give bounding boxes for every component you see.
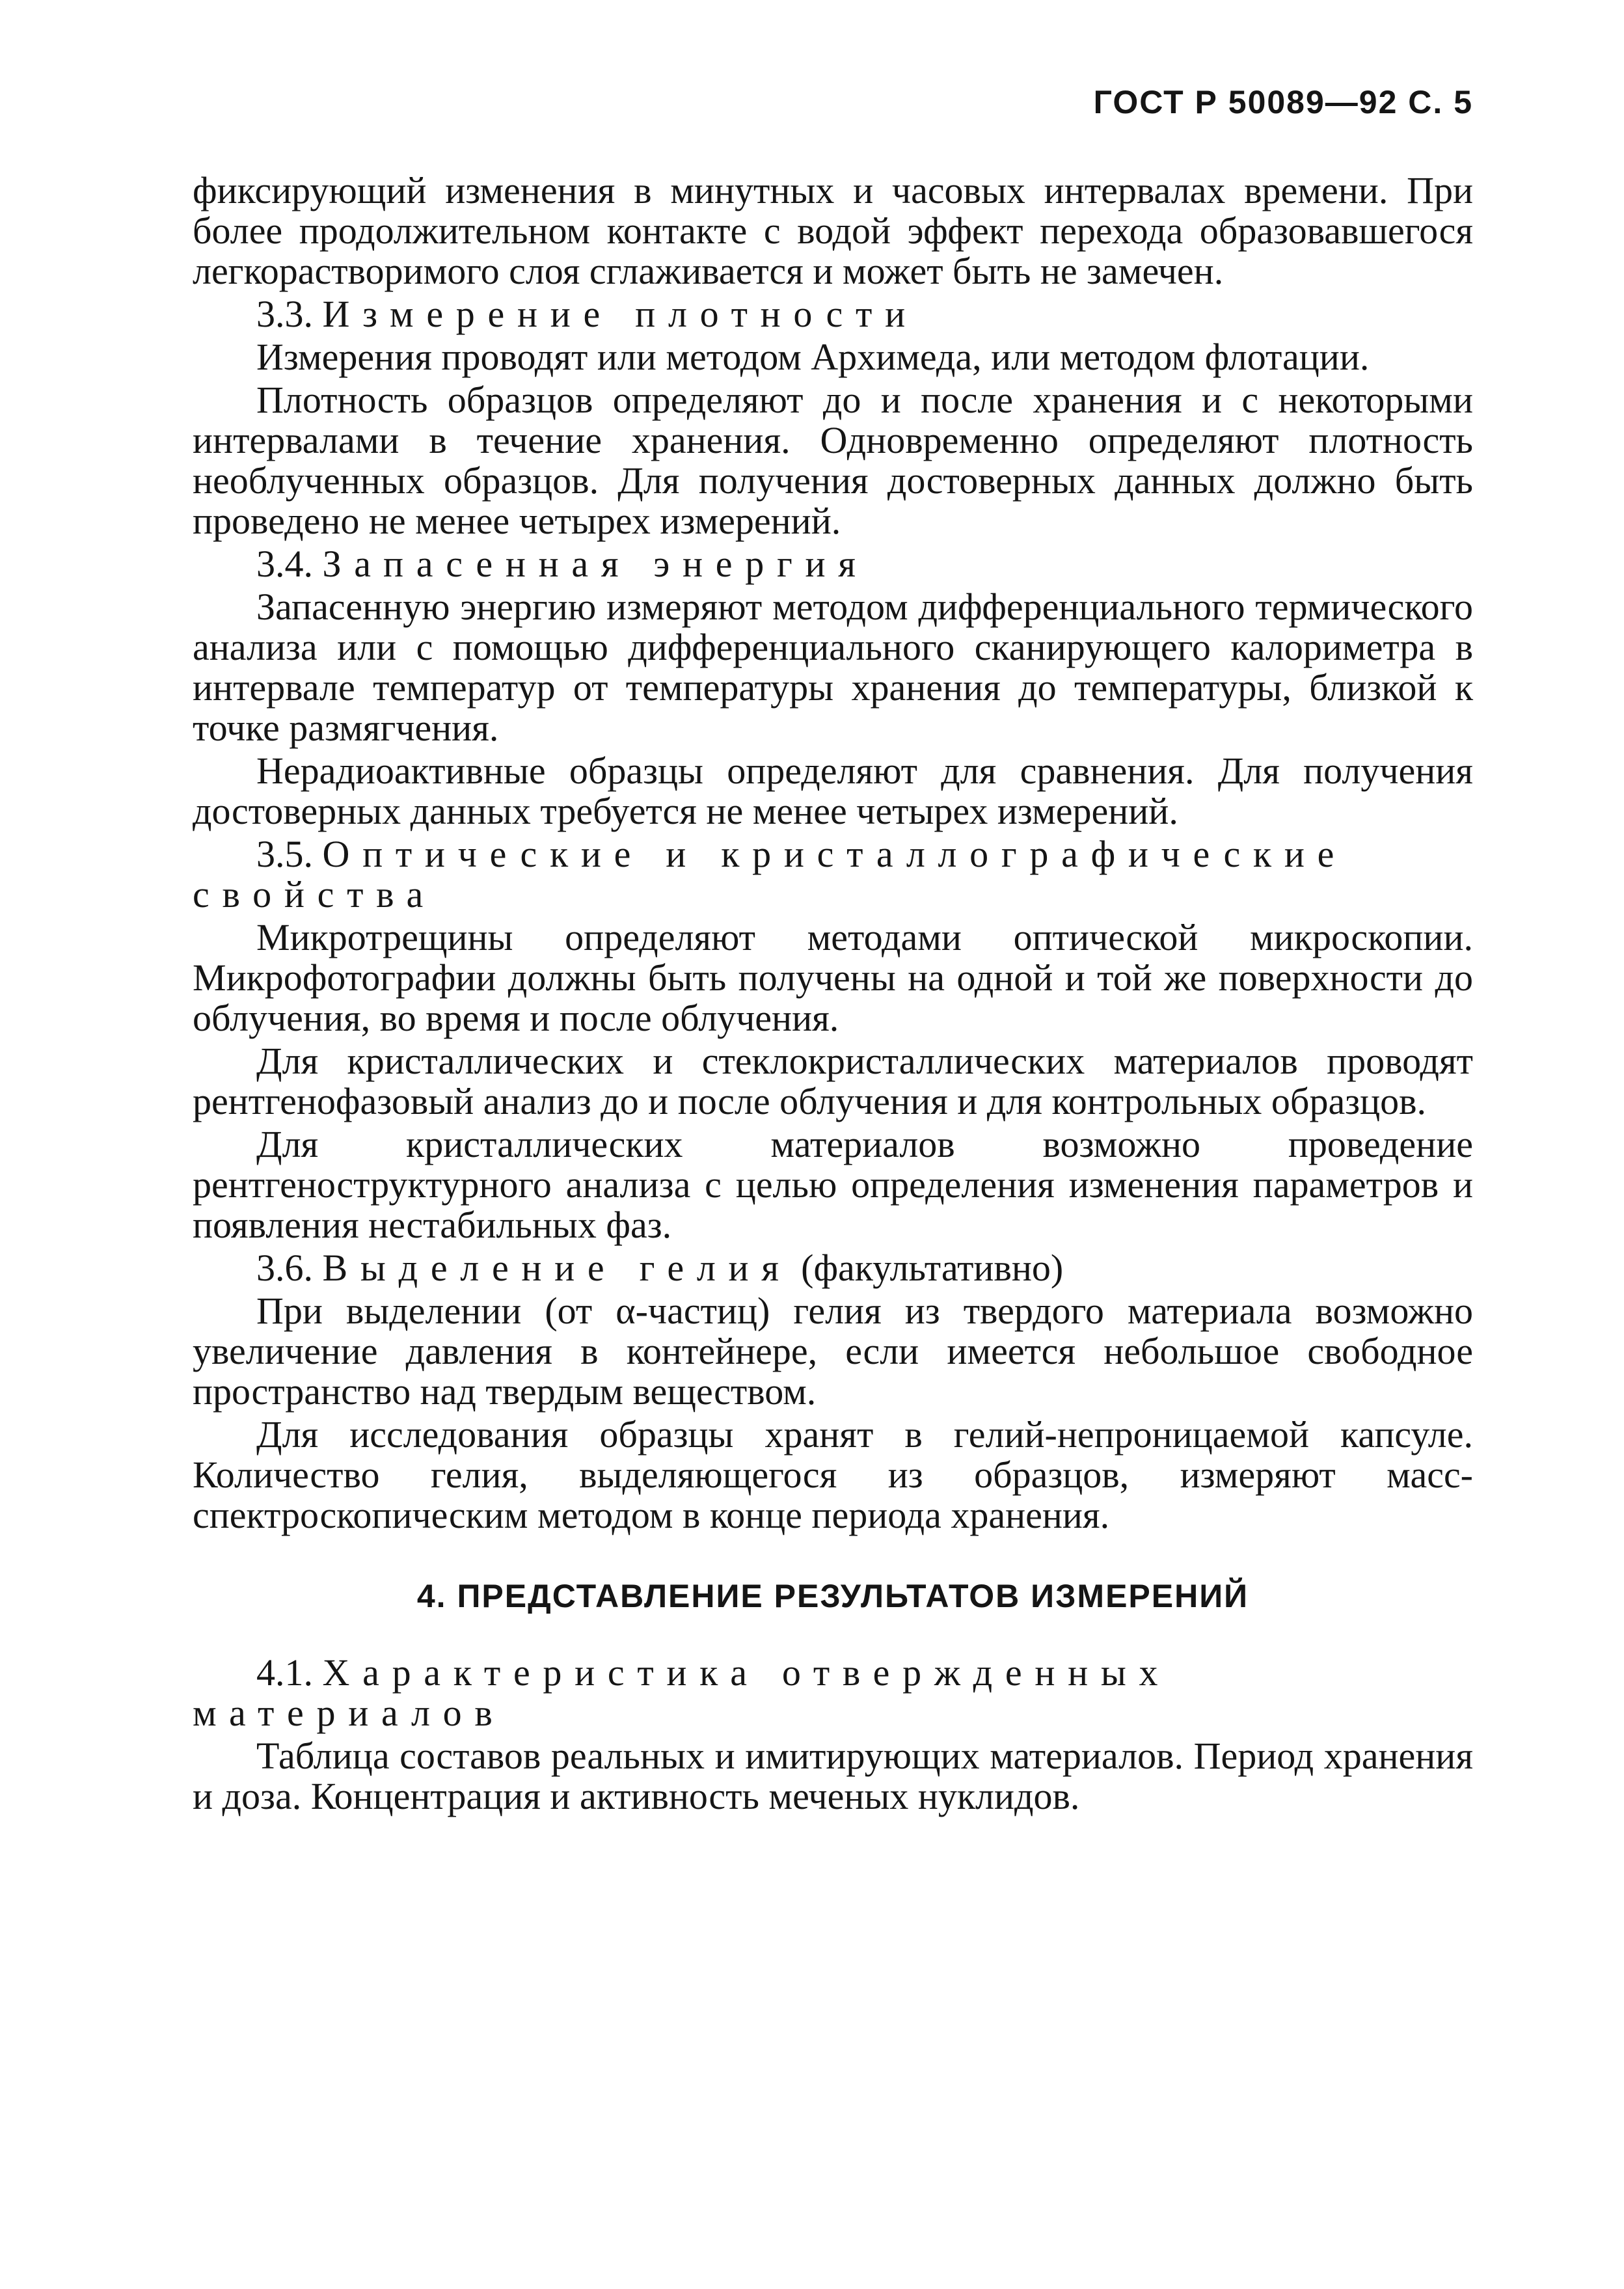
paragraph-3-4-2: Нерадиоактивные образцы определяют для сравнения. Для получения достоверных данных требуется не менее четырех измерений. bbox=[193, 750, 1473, 832]
subsection-3-5-title bbox=[193, 834, 1473, 915]
subsection-3-6-title bbox=[193, 1248, 1473, 1288]
subsection-number: 3.3. bbox=[256, 293, 313, 335]
page-header: ГОСТ Р 50089—92 С. 5 bbox=[1093, 84, 1473, 120]
subsection-3-4-title bbox=[193, 544, 1473, 584]
paragraph-3-6-2: Для исследования образцы хранят в гелий-непроницаемой капсуле. Количество гелия, выделяющегося из образцов, измеряют масс-спектроскопическим методом в конце периода хранения. bbox=[193, 1413, 1473, 1536]
subsection-title: Запасенная энергия bbox=[322, 543, 869, 585]
subsection-number: 4.1. bbox=[256, 1651, 313, 1694]
paragraph-3-3-1: Измерения проводят или методом Архимеда, или методом флотации. bbox=[256, 336, 1370, 378]
paragraph-3-6-1: При выделении (от α-частиц) гелия из твердого материала возможно увеличение давления в контейнере, если имеется небольшое свободное пространство над твердым веществом. bbox=[193, 1290, 1473, 1413]
subsection-title: Измерение плотности bbox=[322, 293, 918, 335]
subsection-number: 3.6. bbox=[256, 1247, 313, 1289]
document-body bbox=[193, 170, 1473, 1819]
subsection-title: Характеристика отвержденных материалов bbox=[193, 1651, 1171, 1734]
paragraph-3-3-2: Плотность образцов определяют до и после хранения и с некоторыми интервалами в течение хранения. Одновременно определяют плотность необлученных образцов. Для получения достоверных данных должно быть проведено не менее четырех измерений. bbox=[193, 379, 1473, 542]
subsection-number: 3.4. bbox=[256, 543, 313, 585]
subsection-4-1-title bbox=[193, 1653, 1473, 1733]
paragraph-3-4-1: Запасенную энергию измеряют методом дифференциального термического анализа или с помощью дифференциального сканирующего калориметра в интервале температур от температуры хранения до температуры, близкой к точке размягчения. bbox=[193, 586, 1473, 749]
subsection-note: (факультативно) bbox=[801, 1247, 1064, 1289]
paragraph-3-5-3: Для кристаллических материалов возможно проведение рентгеноструктурного анализа с целью определения изменения параметров и появления нестабильных фаз. bbox=[193, 1123, 1473, 1246]
subsection-3-3-title bbox=[193, 294, 1473, 334]
paragraph-3-5-1: Микротрещины определяют методами оптической микроскопии. Микрофотографии должны быть получены на одной и той же поверхности до облучения, во время и после облучения. bbox=[193, 916, 1473, 1039]
subsection-number: 3.5. bbox=[256, 833, 313, 875]
paragraph-intro: фиксирующий изменения в минутных и часовых интервалах времени. При более продолжительном контакте с водой эффект перехода образовавшегося легкорастворимого слоя сглаживается и может быть не замечен. bbox=[193, 169, 1473, 292]
paragraph-3-5-2: Для кристаллических и стеклокристаллических материалов проводят рентгенофазовый анализ до и после облучения и для контрольных образцов. bbox=[193, 1040, 1473, 1122]
section-4-heading: 4. ПРЕДСТАВЛЕНИЕ РЕЗУЛЬТАТОВ ИЗМЕРЕНИЙ bbox=[416, 1578, 1249, 1614]
paragraph-4-1-1: Таблица составов реальных и имитирующих материалов. Период хранения и доза. Концентрация и активность меченых нуклидов. bbox=[193, 1735, 1473, 1817]
subsection-title: Оптические и кристаллографические свойства bbox=[193, 833, 1347, 915]
subsection-title: Выделение гелия bbox=[322, 1247, 792, 1289]
